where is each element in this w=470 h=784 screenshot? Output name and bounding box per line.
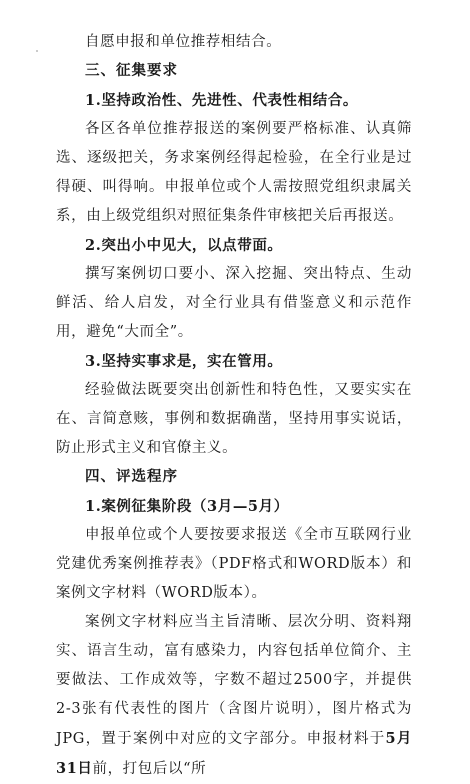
document-body (56, 28, 412, 784)
section-heading-selection-procedure: 四、评选程序 (85, 469, 178, 485)
section-heading-collection-requirements: 三、征集要求 (85, 63, 178, 79)
paragraph-continuation: 自愿申报和单位推荐相结合。 (85, 34, 282, 50)
paragraph-stage-1-submission: 申报单位或个人要按要求报送《全市互联网行业党建优秀案例推荐表》（PDF格式和WORD版本）和案例文字材料（WORD版本）。 (56, 527, 412, 601)
subheading-requirement-2: 2.突出小中见大，以点带面。 (85, 237, 283, 254)
deadline-date: 5月31日 (56, 730, 412, 777)
paragraph-requirement-1: 各区各单位推荐报送的案例要严格标准、认真筛选、逐级把关，务求案例经得起检验，在全行业是过得硬、叫得响。申报单位或个人需按照党组织隶属关系，由上级党组织对照征集条件审核把关后再报送。 (56, 121, 412, 224)
subheading-requirement-1: 1.坚持政治性、先进性、代表性相结合。 (85, 92, 359, 109)
subheading-requirement-3: 3.坚持实事求是，实在管用。 (85, 353, 283, 370)
paragraph-stage-1-materials (56, 608, 412, 784)
materials-text: 案例文字材料应当主旨清晰、层次分明、资料翔实、语言生动，富有感染力，内容包括单位简介、主要做法、工作成效等，字数不超过2500字，并提供2-3张有代表性的图片（含图片说明），图片格式为JPG，置于案例中对应的文字部分。申报材料于 (56, 614, 412, 747)
materials-text-tail: 前，打包后以“所 (92, 761, 207, 777)
paragraph-requirement-3: 经验做法既要突出创新性和特色性，又要实实在在、言简意赅，事例和数据确凿，坚持用事实说话，防止形式主义和官僚主义。 (56, 382, 412, 456)
paragraph-requirement-2: 撰写案例切口要小、深入挖掘、突出特点、生动鲜活、给人启发，对全行业具有借鉴意义和示范作用，避免“大而全”。 (56, 266, 412, 340)
scan-speck (36, 50, 38, 52)
subheading-stage-1: 1.案例征集阶段（3月—5月） (85, 498, 289, 515)
